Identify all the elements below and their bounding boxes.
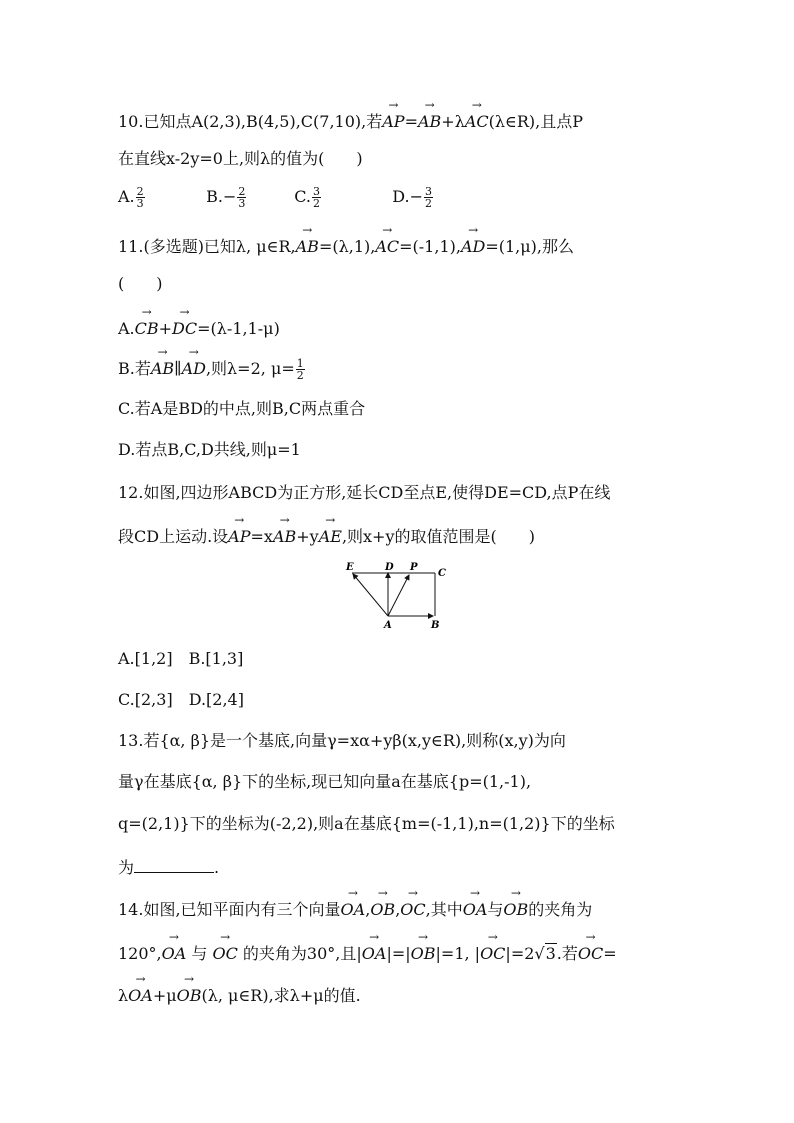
label-d: D [385, 562, 394, 573]
q10-option-a[interactable]: A. $\frac{2}{3}$ [118, 185, 144, 210]
vector-ob: → OB [177, 986, 202, 1006]
q14-line1: 14.如图,已知平面内有三个向量→ OA,→ OB,→ OC,其中→ OA与→ OB的夹角为 [118, 900, 592, 920]
q13-line4: 为 . [118, 858, 220, 877]
label-c: C [438, 568, 446, 579]
q12-line2: 段CD上运动.设→ AP=x→ AB+y→ AE,则x+y的取值范围是( ) [118, 527, 535, 547]
q13-line2: 量γ在基底{α, β}下的坐标,现已知向量a在基底{p=(1,-1), [118, 772, 532, 791]
vector-oc: → OC [578, 944, 603, 964]
sqrt-3: √3 [534, 944, 556, 963]
vector-oc: → OC [400, 900, 425, 920]
vector-ab: → AB [273, 527, 296, 547]
vector-ac: → AC [375, 237, 399, 257]
vector-ap: → AP [228, 527, 250, 547]
q10-option-b[interactable]: B.− $\frac{2}{3}$ [206, 185, 246, 210]
q12-options-ab[interactable]: A.[1,2] B.[1,3] [118, 649, 244, 668]
label-p: P [410, 562, 418, 573]
vector-ad: → AD [461, 237, 485, 257]
vector-oa: → OA [128, 986, 153, 1006]
label-a: A [384, 620, 392, 630]
q10-line1: 10.已知点A(2,3),B(4,5),C(7,10),若→ AP=→ AB+λ→ AC(λ∈R),且点P [118, 112, 583, 132]
vector-ac: → AC [465, 112, 489, 132]
q10-option-c[interactable]: C. $\frac{3}{2}$ [294, 185, 320, 210]
q10-options [118, 186, 434, 209]
vector-oa: → OA [341, 900, 366, 920]
vector-ab: → AB [418, 112, 441, 132]
q12-line1: 12.如图,四边形ABCD为正方形,延长CD至点E,使得DE=CD,点P在线 [118, 483, 611, 502]
q11-option-a[interactable]: A.→ CB+→ DC=(λ-1,1-μ) [118, 319, 280, 339]
q10-option-d[interactable]: D.− $\frac{3}{2}$ [392, 185, 433, 210]
label-b: B [431, 620, 440, 630]
vector-ap-line [388, 575, 409, 616]
vector-oc: → OC [212, 944, 237, 964]
vector-cb: → CB [135, 319, 159, 339]
vector-ob: → OB [370, 900, 395, 920]
label-e: E [346, 562, 354, 573]
q14-line2: 120°,→ OA 与 → OC 的夹角为30°,且|→ OA|=|→ OB|=1, |→ OC|=2√3.若→ OC= [118, 944, 617, 964]
q11-option-d[interactable]: D.若点B,C,D共线,则μ=1 [118, 440, 301, 459]
vector-oa: → OA [463, 900, 488, 920]
vector-oa: → OA [162, 944, 187, 964]
q14-line3: λ→ OA+μ→ OB(λ, μ∈R),求λ+μ的值. [118, 986, 361, 1006]
vector-ap: → AP [382, 112, 404, 132]
vector-oc: → OC [480, 944, 505, 964]
square-figure [340, 558, 460, 630]
q11-option-b[interactable]: B.若→ AB∥→ AD,则λ=2, μ= $\frac{1}{2}$ [118, 358, 306, 381]
vector-ae: → AE [319, 527, 342, 547]
vector-ob: → OB [411, 944, 436, 964]
q11-line1: 11.(多选题)已知λ, μ∈R,→ AB=(λ,1),→ AC=(-1,1),→ AD=(1,μ),那么 [118, 237, 574, 257]
q12-options-cd[interactable]: C.[2,3] D.[2,4] [118, 690, 244, 709]
vector-dc: → DC [172, 319, 197, 339]
q13-line3: q=(2,1)}下的坐标为(-2,2),则a在基底{m=(-1,1),n=(1,2)}下的坐标 [118, 814, 615, 833]
q10-line2: 在直线x-2y=0上,则λ的值为( ) [118, 149, 363, 168]
vector-ob: → OB [503, 900, 528, 920]
q11-option-c[interactable]: C.若A是BD的中点,则B,C两点重合 [118, 399, 366, 418]
vector-ae-line [353, 574, 388, 616]
vector-ad: → AD [182, 359, 206, 379]
q13-line1: 13.若{α, β}是一个基底,向量γ=xα+yβ(x,y∈R),则称(x,y)为向 [118, 731, 566, 750]
vector-ab: → AB [296, 237, 319, 257]
vector-ab: → AB [151, 359, 174, 379]
q11-line2: ( ) [118, 274, 163, 293]
vector-oa: → OA [362, 944, 387, 964]
answer-blank[interactable] [134, 856, 214, 873]
